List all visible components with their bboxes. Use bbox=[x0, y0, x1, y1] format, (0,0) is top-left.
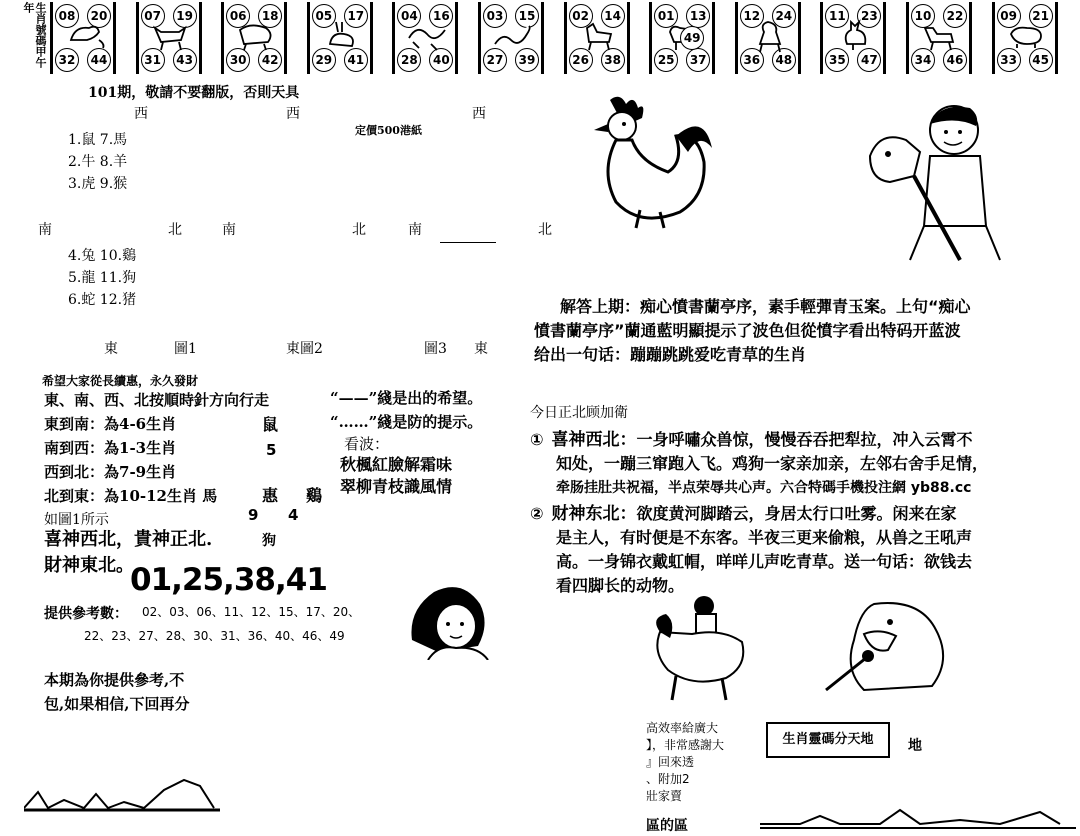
line-legend bbox=[330, 386, 482, 434]
zodiac-number: 22 bbox=[943, 4, 967, 28]
zodiac-cell bbox=[820, 2, 886, 74]
zodiac-number: 06 bbox=[226, 4, 250, 28]
grid-char-9: 9 bbox=[248, 506, 259, 524]
footer-line: 包,如果相信,下回再分 bbox=[44, 695, 190, 713]
zodiac-number: 30 bbox=[226, 48, 250, 72]
section-line: 看四脚长的动物。 bbox=[556, 576, 685, 595]
section-title-1: 喜神西北： bbox=[551, 430, 637, 450]
section-title-2: 财神东北： bbox=[551, 504, 637, 524]
zodiac-number: 23 bbox=[857, 4, 881, 28]
zodiac-number: 13 bbox=[686, 4, 710, 28]
legend-dotted: “……”綫是防的提示。 bbox=[330, 413, 483, 431]
rat-icon bbox=[65, 18, 105, 54]
zodiac-number: 08 bbox=[55, 4, 79, 28]
zodiac-cell bbox=[564, 2, 630, 74]
rule-line: 北到東：為10-12生肖 馬 bbox=[44, 487, 218, 505]
zodiac-number: 21 bbox=[1029, 4, 1053, 28]
section-line: 高。一身锦衣戴虹帽，咩咩儿声吃青草。送一句话：欲钱去 bbox=[556, 552, 973, 571]
section-number-2: ② bbox=[530, 504, 544, 523]
zodiac-number: 39 bbox=[515, 48, 539, 72]
ref-numbers-1: 02、03、06、11、12、15、17、20、 bbox=[142, 605, 361, 619]
zodiac-number: 25 bbox=[654, 48, 678, 72]
zodiac-code-box: 生肖靈碼分天地 bbox=[766, 722, 890, 758]
zodiac-cell bbox=[221, 2, 287, 74]
zodiac-number: 17 bbox=[344, 4, 368, 28]
dir-north-3: 北 bbox=[538, 222, 552, 238]
zodiac-number: 45 bbox=[1029, 48, 1053, 72]
duck-singer-illustration bbox=[824, 600, 954, 696]
list-item: 3.虎 9.猴 bbox=[68, 176, 128, 192]
zodiac-number: 42 bbox=[258, 48, 282, 72]
section-line: 知处，一蹦三窜跑入飞。鸡狗一家亲加亲，左邻右舍手足情， bbox=[556, 454, 989, 473]
grid-char-4: 4 bbox=[288, 506, 299, 524]
divider-line bbox=[440, 242, 496, 243]
zodiac-number: 40 bbox=[429, 48, 453, 72]
dragon-icon bbox=[407, 18, 447, 54]
box-suffix: 地 bbox=[908, 738, 922, 754]
zodiac-number: 18 bbox=[258, 4, 282, 28]
rule-line: 西到北：為7-9生肖 bbox=[44, 463, 177, 481]
answer-block bbox=[534, 295, 971, 367]
rabbit-icon bbox=[322, 18, 362, 54]
poem-line: 翠柳青枝識風情 bbox=[340, 477, 453, 496]
ad-line: 】，非常感謝大 bbox=[646, 738, 725, 752]
waveform-decoration-right bbox=[760, 790, 1076, 830]
zodiac-cell bbox=[649, 2, 715, 74]
dir-south-1: 南 bbox=[38, 222, 52, 238]
list-item: 1.鼠 7.馬 bbox=[68, 132, 128, 148]
boy-hobby-horse-illustration bbox=[860, 96, 1010, 262]
zodiac-number: 44 bbox=[87, 48, 111, 72]
ref-numbers-label: 提供參考數： bbox=[44, 606, 128, 622]
zodiac-number: 12 bbox=[740, 4, 764, 28]
ad-line: 壯家賣 bbox=[646, 789, 683, 803]
ad-line: 高效率給廣大 bbox=[646, 721, 719, 735]
grid-char-hui: 惠 bbox=[262, 486, 279, 505]
zodiac-number: 07 bbox=[141, 4, 165, 28]
diagram-east-1: 東 bbox=[104, 341, 118, 357]
waveform-decoration bbox=[24, 772, 220, 812]
list-item: 2.牛 8.羊 bbox=[68, 154, 128, 170]
zodiac-number: 05 bbox=[312, 4, 336, 28]
zodiac-number: 16 bbox=[429, 4, 453, 28]
gods-line: 喜神西北，貴神正北. bbox=[44, 529, 213, 550]
zodiac-number: 43 bbox=[173, 48, 197, 72]
zodiac-number: 47 bbox=[857, 48, 881, 72]
issue-header: 101期，敬請不要翻版，否則天具 bbox=[88, 85, 300, 101]
west-label-3: 西 bbox=[472, 106, 486, 122]
diagram-label-2: 東圖2 bbox=[286, 341, 323, 357]
zodiac-number: 29 bbox=[312, 48, 336, 72]
ox-icon bbox=[151, 18, 191, 54]
zodiac-number: 15 bbox=[515, 4, 539, 28]
ad-line: 、附加2 bbox=[646, 772, 690, 786]
answer-line: 憤書蘭亭序”蘭通藍明顯提示了波色但從憤字看出特码开蓝波 bbox=[534, 321, 961, 340]
zodiac-number: 33 bbox=[997, 48, 1021, 72]
rule-line: 如圖1所示 bbox=[44, 512, 109, 528]
diagram-east-2: 東 bbox=[474, 341, 488, 357]
rule-line: 南到西：為1-3生肖 bbox=[44, 439, 177, 457]
footer-line: 本期為你提供參考,不 bbox=[44, 671, 185, 689]
grid-char-5: 5 bbox=[266, 441, 277, 459]
zodiac-number: 14 bbox=[601, 4, 625, 28]
zodiac-number: 34 bbox=[911, 48, 935, 72]
zodiac-number: 37 bbox=[686, 48, 710, 72]
section-line: 是主人，有时便是不东客。半夜三更来偷粮，从兽之王吼声 bbox=[556, 528, 973, 547]
zodiac-number: 31 bbox=[141, 48, 165, 72]
zodiac-number: 24 bbox=[772, 4, 796, 28]
featured-numbers: 01,25,38,41 bbox=[130, 562, 327, 598]
rooster-icon bbox=[835, 18, 875, 54]
zodiac-cell bbox=[478, 2, 544, 74]
rule-line: 東到南：為4-6生肖 bbox=[44, 415, 177, 433]
zodiac-number: 02 bbox=[569, 4, 593, 28]
dir-north-2: 北 bbox=[352, 222, 366, 238]
dog-icon bbox=[921, 18, 961, 54]
grid-char-dog: 狗 bbox=[262, 533, 276, 549]
tiger-icon bbox=[236, 18, 276, 54]
zodiac-number: 04 bbox=[397, 4, 421, 28]
section-caishen bbox=[530, 502, 1070, 598]
zodiac-cell bbox=[906, 2, 972, 74]
zodiac-number: 27 bbox=[483, 48, 507, 72]
diagram-label-1: 圖1 bbox=[174, 341, 197, 357]
grid-char-rooster: 鷄 bbox=[306, 486, 323, 505]
poem-line: 秋楓紅臉解霜味 bbox=[340, 455, 453, 474]
zodiac-number: 26 bbox=[569, 48, 593, 72]
price-tag: 定價500港紙 bbox=[355, 124, 422, 137]
girl-cartoon-illustration bbox=[408, 580, 494, 660]
poem bbox=[340, 454, 452, 498]
monkey-icon bbox=[750, 18, 790, 54]
zodiac-number: 48 bbox=[772, 48, 796, 72]
horse-icon bbox=[579, 18, 619, 54]
poem-title: 看波： bbox=[344, 435, 390, 453]
zodiac-cell bbox=[735, 2, 801, 74]
ref-numbers-2: 22、23、27、28、30、31、36、40、46、49 bbox=[84, 629, 345, 643]
zodiac-cell bbox=[992, 2, 1058, 74]
west-label-1: 西 bbox=[134, 106, 148, 122]
answer-line: 解答上期：痴心憤書蘭亭序，素手輕彈青玉案。上句“痴心 bbox=[560, 297, 971, 316]
zodiac-number: 28 bbox=[397, 48, 421, 72]
zodiac-cell bbox=[136, 2, 202, 74]
zodiac-cell bbox=[50, 2, 116, 74]
zodiac-number-strip bbox=[0, 0, 1080, 78]
gods-line: 財神東北。 bbox=[44, 555, 134, 576]
zodiac-number: 11 bbox=[825, 4, 849, 28]
section-line: 牵肠挂肚共祝福，半点荣辱共心声。六合特碼手機投注網 yb88.cc bbox=[556, 480, 972, 496]
section-number-1: ① bbox=[530, 430, 544, 449]
zodiac-number: 09 bbox=[997, 4, 1021, 28]
legend-solid: “——”綫是出的希望。 bbox=[330, 389, 483, 407]
zodiac-number: 36 bbox=[740, 48, 764, 72]
zodiac-number: 32 bbox=[55, 48, 79, 72]
zodiac-number: 03 bbox=[483, 4, 507, 28]
dir-north-1: 北 bbox=[168, 222, 182, 238]
diagram-label-3: 圖3 bbox=[424, 341, 447, 357]
section-line: 一身呼嘯众兽惊，慢慢吞吞把犁拉，冲入云霄不 bbox=[636, 430, 973, 449]
list-item: 6.蛇 12.猪 bbox=[68, 292, 137, 308]
dir-south-2: 南 bbox=[222, 222, 236, 238]
footer-note bbox=[44, 668, 189, 716]
wish-text: 希望大家從長續惠，永久發財 bbox=[42, 374, 199, 388]
bottom-text: 區的區 bbox=[646, 818, 688, 834]
snake-icon bbox=[493, 18, 533, 54]
section-line: 欲度黄河脚踏云，身居太行口吐雾。闲来在家 bbox=[636, 504, 957, 523]
zodiac-number: 35 bbox=[825, 48, 849, 72]
section-xishen bbox=[530, 428, 1070, 500]
today-heading: 今日正北顾加衛 bbox=[530, 405, 628, 421]
zodiac-number: 10 bbox=[911, 4, 935, 28]
ad-lines bbox=[646, 720, 724, 805]
rooster-illustration bbox=[580, 92, 716, 230]
list-item: 4.兔 10.鷄 bbox=[68, 248, 137, 264]
zodiac-number: 19 bbox=[173, 4, 197, 28]
zodiac-number: 41 bbox=[344, 48, 368, 72]
rule-line: 東、南、西、北按順時針方向行走 bbox=[44, 391, 270, 409]
dog-rider-illustration bbox=[652, 592, 752, 702]
answer-line: 给出一句话：蹦蹦跳跳爱吃青草的生肖 bbox=[534, 345, 807, 364]
zodiac-list-2 bbox=[68, 245, 136, 311]
strip-label: 生肖號碼甲午年 bbox=[22, 2, 47, 68]
zodiac-cell bbox=[392, 2, 458, 74]
zodiac-number: 46 bbox=[943, 48, 967, 72]
dir-south-3: 南 bbox=[408, 222, 422, 238]
zodiac-cell bbox=[307, 2, 373, 74]
zodiac-number: 38 bbox=[601, 48, 625, 72]
west-label-2: 西 bbox=[286, 106, 300, 122]
grid-char-rat: 鼠 bbox=[262, 415, 279, 434]
zodiac-number: 20 bbox=[87, 4, 111, 28]
direction-rules bbox=[44, 388, 269, 532]
zodiac-number: 01 bbox=[654, 4, 678, 28]
ad-line: 』回來透 bbox=[646, 755, 695, 769]
zodiac-number-extra: 49 bbox=[680, 26, 704, 50]
list-item: 5.龍 11.狗 bbox=[68, 270, 137, 286]
zodiac-list-1 bbox=[68, 129, 127, 195]
pig-icon bbox=[1007, 18, 1047, 54]
